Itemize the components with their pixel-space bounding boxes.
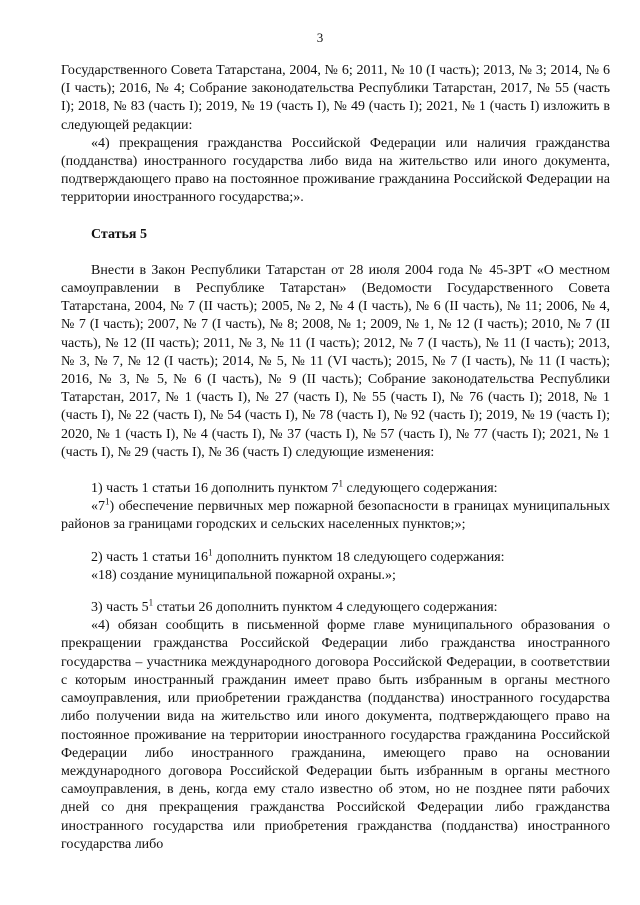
item-1-quote-start: «7 [91,499,105,515]
paragraph-quote-4: «4) прекращения гражданства Российской Федерации или наличия гражданства (подданства) иностранного государства либо вида на жительство или иного документа, подтверждающего право на постоянное проживание гражданина Российской Федерации на территории иностранного государства;». [61,135,610,206]
item-3-text: 3) часть 5 [91,600,149,616]
paragraph-amendment-intro: Внести в Закон Республики Татарстан от 28 июля 2004 года № 45-ЗРТ «О местном самоуправлении в Республике Татарстан» (Ведомости Государственного Совета Татарстана, 2004, № 7 (II часть); 2005, № 2, № 4 (I часть), № 6 (II часть), № 11; 2006, № 4, № 7 (I часть); 2007, № 7 (I часть), № 8; 2008, № 1; 2009, № 1, № 12 (I часть); 2010, № 7 (II часть), № 12 (II часть); 2011, № 3, № 11 (I часть); 2012, № 7 (I часть), № 11 (I часть); 2013, № 3, № 7, № 12 (I часть); 2014, № 5, № 11 (VI часть); 2015, № 7 (I часть), № 11 (I часть); 2016, № 3, № 5, № 6 (I часть), № 9 (II часть); Собрание законодательства Республики Татарстан, 2017, № 1 (часть I), № 27 (часть I), № 55 (часть I), № 76 (часть I); 2018, № 1 (часть I), № 22 (часть I), № 54 (часть I), № 78 (часть I), № 92 (часть I); 2019, № 19 (часть I); 2020, № 1 (часть I), № 4 (часть I), № 37 (часть I), № 57 (часть I), № 77 (часть I); 2021, № 1 (часть I), № 29 (часть I), № 36 (часть I) следующие изменения: [61,262,610,460]
superscript-mark: 1 [207,547,213,558]
item-3 [61,599,610,617]
item-3-text-tail: статьи 26 дополнить пунктом 4 следующего содержания: [153,600,498,616]
paragraph-continuation: Государственного Совета Татарстана, 2004, № 6; 2011, № 10 (I часть); 2013, № 3; 2014, № 6 (I часть); 2016, № 4; Собрание законодательства Республики Татарстан, 2017, № 55 (часть I); 2018, № 83 (часть I); 2019, № 19 (часть I), № 49 (часть I); 2021, № 1 (часть I) изложить в следующей редакции: [61,63,610,133]
item-3-quote: «4) обязан сообщить в письменной форме главе муниципального образования о прекращении гражданства Российской Федерации либо гражданства иностранного государства – участника международного договора Российской Федерации, в соответствии с которым иностранный гражданин имеет право быть избранным в органы местного самоуправления, или приобретении гражданства (подданства) иностранного государства либо получении вида на жительство или иного документа, подтверждающего право на постоянное проживание на территории иностранного государства гражданина Российской Федерации либо иностранного гражданина, имеющего право на основании международного договора Российской Федерации быть избранным в органы местного самоуправления, в день, когда ему стало известно об этом, но не позднее пяти рабочих дней со дня прекращения гражданства Российской Федерации либо гражданства иностранного государства или приобретения гражданства (подданства) иностранного государства либо [61,618,610,852]
superscript-mark: 1 [105,496,110,507]
item-2 [61,549,610,567]
page-number: 3 [316,30,324,45]
item-1-quote-text: ) обеспечение первичных мер пожарной безопасности в границах муниципальных районов за границами городских и сельских населенных пунктов;»; [61,499,610,533]
article-heading: Статья 5 [91,226,147,242]
item-1-quote [61,498,610,534]
superscript-mark: 1 [338,478,344,489]
item-1-text: 1) часть 1 статьи 16 дополнить пунктом 7 [91,481,339,497]
item-2-text-tail: дополнить пунктом 18 следующего содержания: [212,549,505,565]
item-2-quote: «18) создание муниципальной пожарной охраны.»; [91,567,396,583]
item-2-text: 2) часть 1 статьи 16 [91,549,208,565]
item-1-text-tail: следующего содержания: [343,481,498,497]
document-body [61,62,610,854]
item-1 [61,480,610,498]
superscript-mark: 1 [148,597,154,608]
